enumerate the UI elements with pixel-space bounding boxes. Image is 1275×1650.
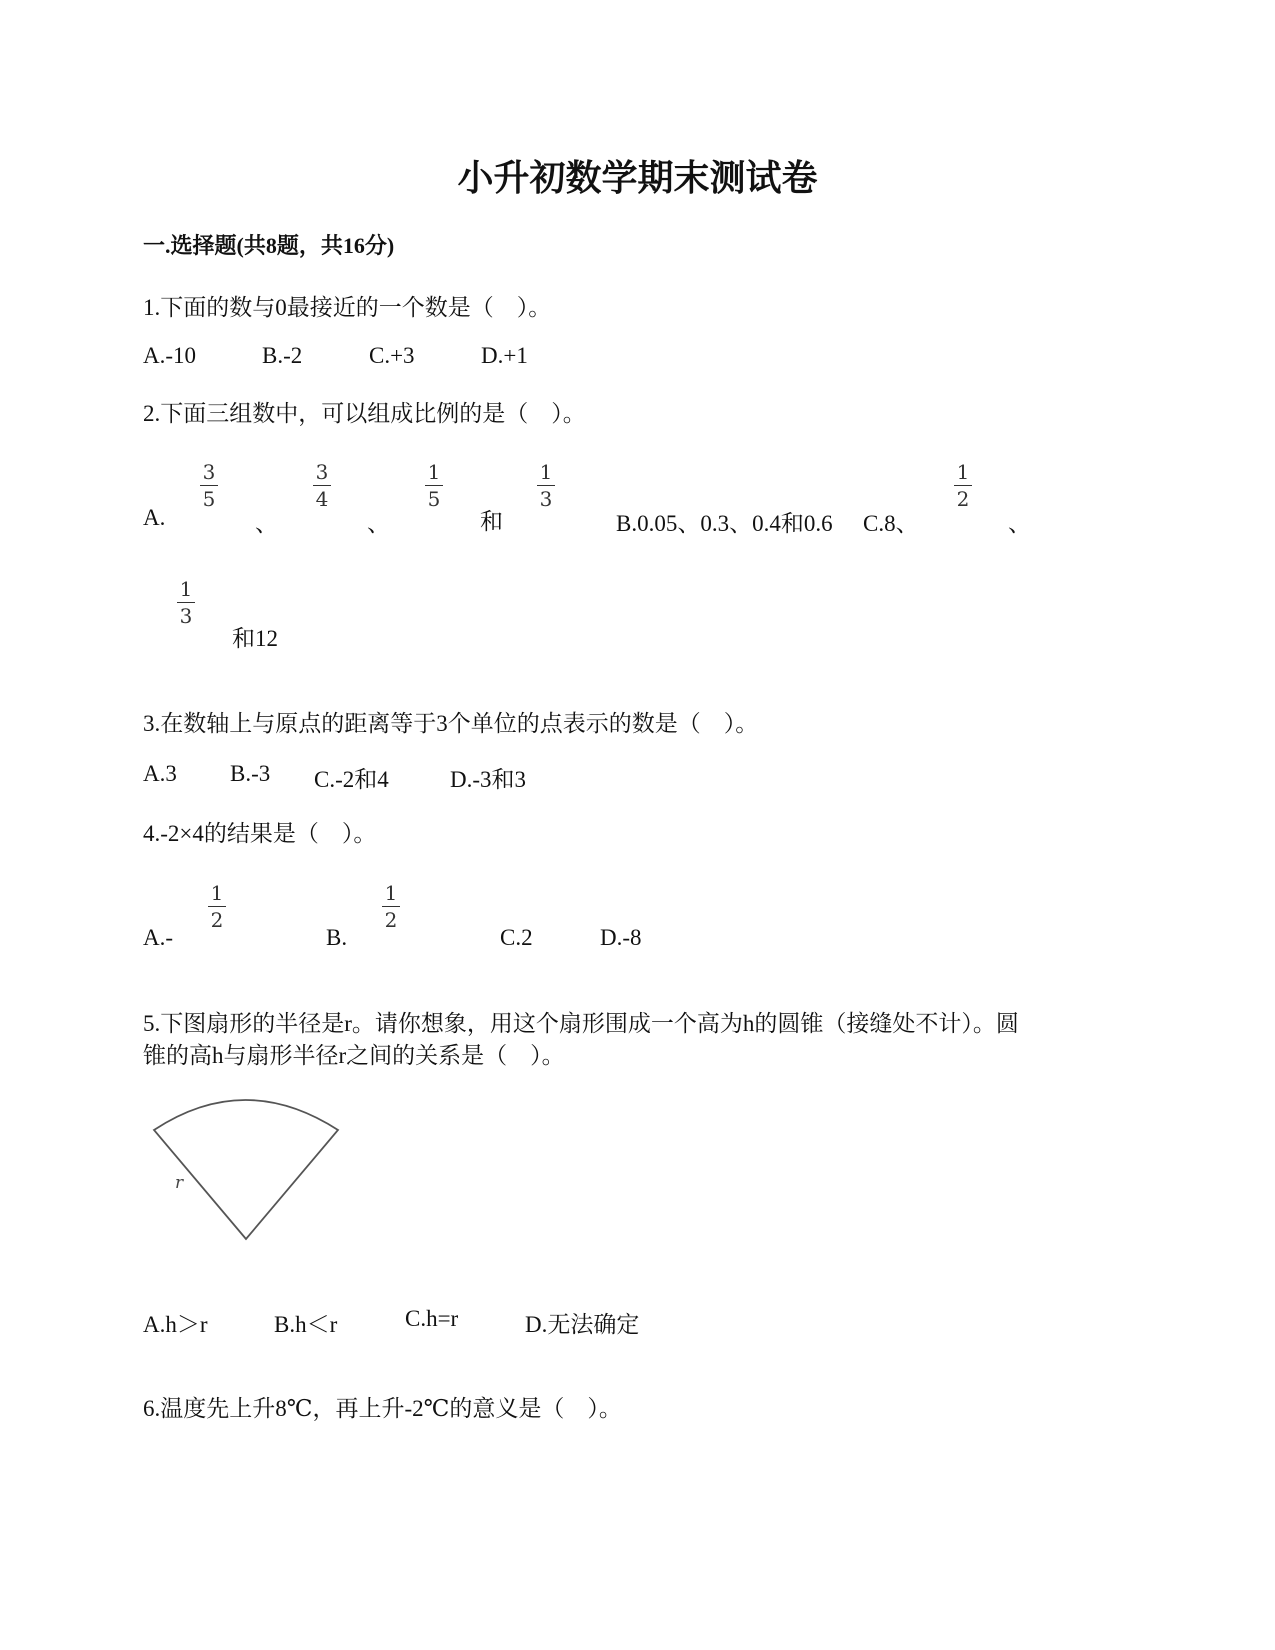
separator: 、 (255, 511, 278, 536)
fraction-denominator: 4 (315, 487, 329, 511)
question-5-option-c: C.h=r (405, 1306, 459, 1331)
question-4-option-d: D.-8 (600, 925, 642, 950)
question-1-option-c: C.+3 (369, 343, 415, 368)
question-5-option-d: D.无法确定 (525, 1312, 640, 1337)
question-3-option-d: D.-3和3 (450, 767, 527, 792)
separator: 、 (367, 511, 390, 536)
fraction-bar (425, 485, 443, 486)
fraction-numerator: 3 (202, 460, 216, 484)
fraction-bar (177, 602, 195, 603)
question-6-stem: 6.温度先上升8℃，再上升-2℃的意义是（ ）。 (143, 1396, 622, 1421)
fraction (954, 460, 972, 511)
fraction-bar (313, 485, 331, 486)
fraction (200, 460, 218, 511)
sector-figure (145, 1088, 355, 1248)
radius-label: r (175, 1173, 184, 1193)
fraction-numerator: 1 (179, 577, 193, 601)
question-2-option-b: B.0.05、0.3、0.4和0.6 (616, 511, 833, 536)
question-4-option-a-label: A.- (143, 925, 174, 950)
question-4-option-c: C.2 (500, 925, 533, 950)
question-2-stem: 2.下面三组数中，可以组成比例的是（ ）。 (143, 401, 586, 426)
fraction-numerator: 1 (956, 460, 970, 484)
question-3-option-b: B.-3 (230, 761, 271, 786)
fraction-bar (382, 906, 400, 907)
fraction-denominator: 3 (179, 604, 193, 628)
question-2-option-c-label: C.8、 (863, 511, 919, 536)
fraction-denominator: 5 (202, 487, 216, 511)
fraction-numerator: 1 (210, 881, 224, 905)
sector-shape (154, 1100, 338, 1239)
separator: 、 (1008, 511, 1031, 536)
question-3-stem: 3.在数轴上与原点的距离等于3个单位的点表示的数是（ ）。 (143, 711, 759, 736)
fraction (382, 881, 400, 932)
fraction-denominator: 2 (956, 487, 970, 511)
fraction-denominator: 2 (210, 908, 224, 932)
fraction (208, 881, 226, 932)
fraction-numerator: 3 (315, 460, 329, 484)
question-1-stem: 1.下面的数与0最接近的一个数是（ ）。 (143, 295, 552, 320)
fraction-bar (208, 906, 226, 907)
fraction (537, 460, 555, 511)
question-5-option-a: A.h＞r (143, 1312, 208, 1337)
fraction-numerator: 1 (539, 460, 553, 484)
fraction-numerator: 1 (427, 460, 441, 484)
fraction-denominator: 2 (384, 908, 398, 932)
question-5-option-b: B.h＜r (274, 1312, 338, 1337)
and-word: 和 (480, 509, 503, 534)
question-1-option-d: D.+1 (481, 343, 528, 368)
fraction (425, 460, 443, 511)
question-1-option-a: A.-10 (143, 343, 197, 368)
fraction (177, 577, 195, 628)
fraction-bar (200, 485, 218, 486)
question-4-option-b-label: B. (326, 925, 348, 950)
question-3-option-c: C.-2和4 (314, 767, 389, 792)
fraction-denominator: 3 (539, 487, 553, 511)
fraction-bar (537, 485, 555, 486)
question-2-option-c-tail: 和12 (232, 626, 278, 651)
question-5-stem-line-1: 5.下图扇形的半径是r。请你想象，用这个扇形围成一个高为h的圆锥（接缝处不计）。圆 (143, 1011, 1019, 1036)
question-5-stem-line-2: 锥的高h与扇形半径r之间的关系是（ ）。 (143, 1043, 565, 1068)
fraction-denominator: 5 (427, 487, 441, 511)
question-4-stem: 4.-2×4的结果是（ ）。 (143, 821, 377, 846)
question-3-option-a: A.3 (143, 761, 177, 786)
page-title: 小升初数学期末测试卷 (457, 158, 818, 198)
question-1-option-b: B.-2 (262, 343, 303, 368)
section-heading: 一.选择题(共8题，共16分) (143, 233, 395, 258)
fraction (313, 460, 331, 511)
question-2-option-a-label: A. (143, 505, 166, 530)
fraction-bar (954, 485, 972, 486)
fraction-numerator: 1 (384, 881, 398, 905)
